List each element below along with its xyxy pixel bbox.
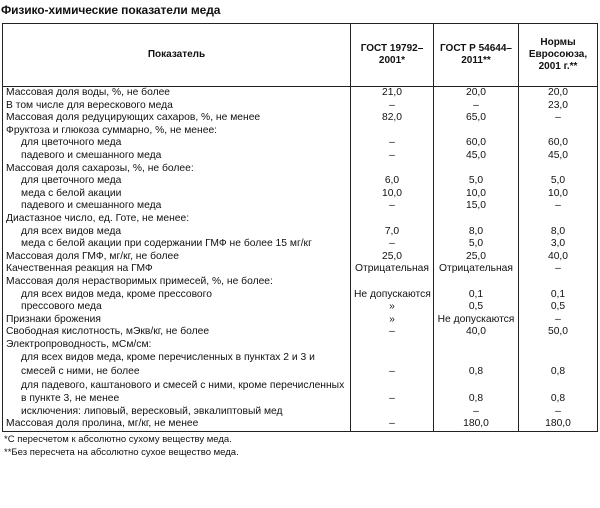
cell-gost-r-54644: 0,8 (434, 351, 519, 378)
table-row (3, 188, 598, 201)
cell-gost-r-54644: Не допускаются (434, 314, 519, 327)
table-row (3, 351, 598, 378)
cell-gost-r-54644: 5,0 (434, 238, 519, 251)
cell-eu-norms: 8,0 (519, 226, 598, 239)
table-row (3, 314, 598, 327)
table-row (3, 137, 598, 150)
cell-eu-norms: 5,0 (519, 175, 598, 188)
cell-gost-19792: – (351, 150, 434, 163)
table-row (3, 175, 598, 188)
cell-gost-19792: 25,0 (351, 251, 434, 264)
table-row (3, 263, 598, 276)
table-row (3, 339, 598, 352)
cell-gost-19792 (351, 163, 434, 176)
cell-eu-norms (519, 163, 598, 176)
cell-gost-19792: 6,0 (351, 175, 434, 188)
row-label: Свободная кислотность, мЭкв/кг, не более (3, 326, 351, 339)
cell-gost-19792: – (351, 351, 434, 378)
header-eu-norms: Нормы Евросоюза, 2001 г.** (519, 24, 598, 87)
cell-gost-19792: – (351, 379, 434, 406)
cell-gost-r-54644: 60,0 (434, 137, 519, 150)
cell-gost-19792 (351, 213, 434, 226)
cell-gost-r-54644: – (434, 406, 519, 419)
cell-gost-r-54644 (434, 213, 519, 226)
row-label: Электропроводность, мСм/см: (3, 339, 351, 352)
cell-gost-r-54644: 8,0 (434, 226, 519, 239)
cell-gost-19792: – (351, 100, 434, 113)
cell-gost-r-54644: 65,0 (434, 112, 519, 125)
row-label: Массовая доля ГМФ, мг/кг, не более (3, 251, 351, 264)
cell-gost-19792 (351, 276, 434, 289)
row-label: исключения: липовый, вересковый, эвкалиптовый мед (3, 406, 351, 419)
table-title: Физико-химические показатели меда (1, 3, 221, 17)
cell-eu-norms (519, 125, 598, 138)
row-label: для всех видов меда, кроме перечисленных в пунктах 2 и 3 и смесей с ними, не более (3, 351, 351, 378)
cell-eu-norms (519, 276, 598, 289)
cell-eu-norms (519, 213, 598, 226)
header-indicator: Показатель (3, 24, 351, 87)
row-label: меда с белой акации (3, 188, 351, 201)
cell-eu-norms (519, 339, 598, 352)
cell-gost-r-54644: 5,0 (434, 175, 519, 188)
cell-eu-norms: – (519, 314, 598, 327)
row-label: для цветочного меда (3, 137, 351, 150)
cell-gost-r-54644: – (434, 100, 519, 113)
cell-eu-norms: 23,0 (519, 100, 598, 113)
row-label: для цветочного меда (3, 175, 351, 188)
row-label: прессового меда (3, 301, 351, 314)
table-row (3, 406, 598, 419)
cell-gost-19792: – (351, 326, 434, 339)
cell-gost-r-54644: 0,8 (434, 379, 519, 406)
cell-gost-19792: – (351, 200, 434, 213)
cell-gost-19792: – (351, 418, 434, 431)
cell-gost-19792: Не допускаются (351, 289, 434, 302)
header-gost-19792: ГОСТ 19792–2001* (351, 24, 434, 87)
table-row (3, 301, 598, 314)
cell-gost-r-54644: 20,0 (434, 87, 519, 100)
cell-eu-norms: 0,8 (519, 379, 598, 406)
cell-gost-r-54644: 180,0 (434, 418, 519, 431)
cell-gost-19792: – (351, 137, 434, 150)
row-label: Массовая доля нерастворимых примесей, %, не более: (3, 276, 351, 289)
cell-eu-norms: – (519, 200, 598, 213)
row-label: для всех видов меда (3, 226, 351, 239)
cell-eu-norms: 0,5 (519, 301, 598, 314)
honey-indicators-table (2, 23, 598, 432)
cell-eu-norms: – (519, 406, 598, 419)
row-label: Массовая доля пролина, мг/кг, не менее (3, 418, 351, 431)
table-row (3, 150, 598, 163)
cell-eu-norms: 60,0 (519, 137, 598, 150)
cell-gost-19792: – (351, 238, 434, 251)
row-label: падевого и смешанного меда (3, 200, 351, 213)
cell-gost-19792: Отрицательная (351, 263, 434, 276)
row-label: падевого и смешанного меда (3, 150, 351, 163)
row-label: Признаки брожения (3, 314, 351, 327)
cell-gost-19792: » (351, 314, 434, 327)
cell-gost-r-54644: 10,0 (434, 188, 519, 201)
cell-gost-19792 (351, 406, 434, 419)
table-row (3, 213, 598, 226)
cell-gost-r-54644 (434, 163, 519, 176)
table-row (3, 125, 598, 138)
table-row (3, 163, 598, 176)
table-row (3, 238, 598, 251)
table-header-row (3, 24, 598, 87)
cell-gost-r-54644: 45,0 (434, 150, 519, 163)
cell-eu-norms: – (519, 263, 598, 276)
cell-eu-norms: – (519, 112, 598, 125)
row-label: Диастазное число, ед. Готе, не менее: (3, 213, 351, 226)
cell-gost-r-54644: 40,0 (434, 326, 519, 339)
cell-eu-norms: 50,0 (519, 326, 598, 339)
cell-eu-norms: 40,0 (519, 251, 598, 264)
row-label: меда с белой акации при содержании ГМФ не более 15 мг/кг (3, 238, 351, 251)
cell-gost-19792: 82,0 (351, 112, 434, 125)
table-row (3, 100, 598, 113)
footnotes (0, 433, 600, 459)
cell-gost-19792: 21,0 (351, 87, 434, 100)
table-row (3, 379, 598, 406)
cell-eu-norms: 3,0 (519, 238, 598, 251)
cell-gost-r-54644: 25,0 (434, 251, 519, 264)
cell-gost-19792: » (351, 301, 434, 314)
cell-gost-19792: 7,0 (351, 226, 434, 239)
row-label: Массовая доля редуцирующих сахаров, %, не менее (3, 112, 351, 125)
row-label: Качественная реакция на ГМФ (3, 263, 351, 276)
cell-gost-19792 (351, 339, 434, 352)
table-row (3, 289, 598, 302)
table-row (3, 200, 598, 213)
footnote-2: **Без пересчета на абсолютно сухое вещество меда. (4, 447, 239, 459)
cell-eu-norms: 10,0 (519, 188, 598, 201)
cell-eu-norms: 20,0 (519, 87, 598, 100)
cell-gost-19792 (351, 125, 434, 138)
table-row (3, 226, 598, 239)
table-row (3, 326, 598, 339)
table-row (3, 251, 598, 264)
row-label: В том числе для верескового меда (3, 100, 351, 113)
cell-gost-r-54644: 0,5 (434, 301, 519, 314)
row-label: Массовая доля воды, %, не более (3, 87, 351, 100)
cell-gost-r-54644 (434, 339, 519, 352)
header-gost-r-54644: ГОСТ Р 54644–2011** (434, 24, 519, 87)
table-row (3, 418, 598, 431)
cell-gost-r-54644: 15,0 (434, 200, 519, 213)
cell-gost-19792: 10,0 (351, 188, 434, 201)
row-label: Массовая доля сахарозы, %, не более: (3, 163, 351, 176)
cell-gost-r-54644 (434, 276, 519, 289)
cell-gost-r-54644: 0,1 (434, 289, 519, 302)
cell-gost-r-54644 (434, 125, 519, 138)
cell-eu-norms: 0,8 (519, 351, 598, 378)
table-row (3, 276, 598, 289)
cell-eu-norms: 45,0 (519, 150, 598, 163)
row-label: для падевого, каштанового и смесей с ними, кроме перечисленных в пункте 3, не менее (3, 379, 351, 406)
footnote-1: *С пересчетом к абсолютно сухому веществу меда. (4, 434, 232, 446)
row-label: Фруктоза и глюкоза суммарно, %, не менее: (3, 125, 351, 138)
cell-eu-norms: 180,0 (519, 418, 598, 431)
row-label: для всех видов меда, кроме прессового (3, 289, 351, 302)
cell-eu-norms: 0,1 (519, 289, 598, 302)
table-row (3, 87, 598, 100)
cell-gost-r-54644: Отрицательная (434, 263, 519, 276)
table-row (3, 112, 598, 125)
table-body (3, 87, 598, 432)
